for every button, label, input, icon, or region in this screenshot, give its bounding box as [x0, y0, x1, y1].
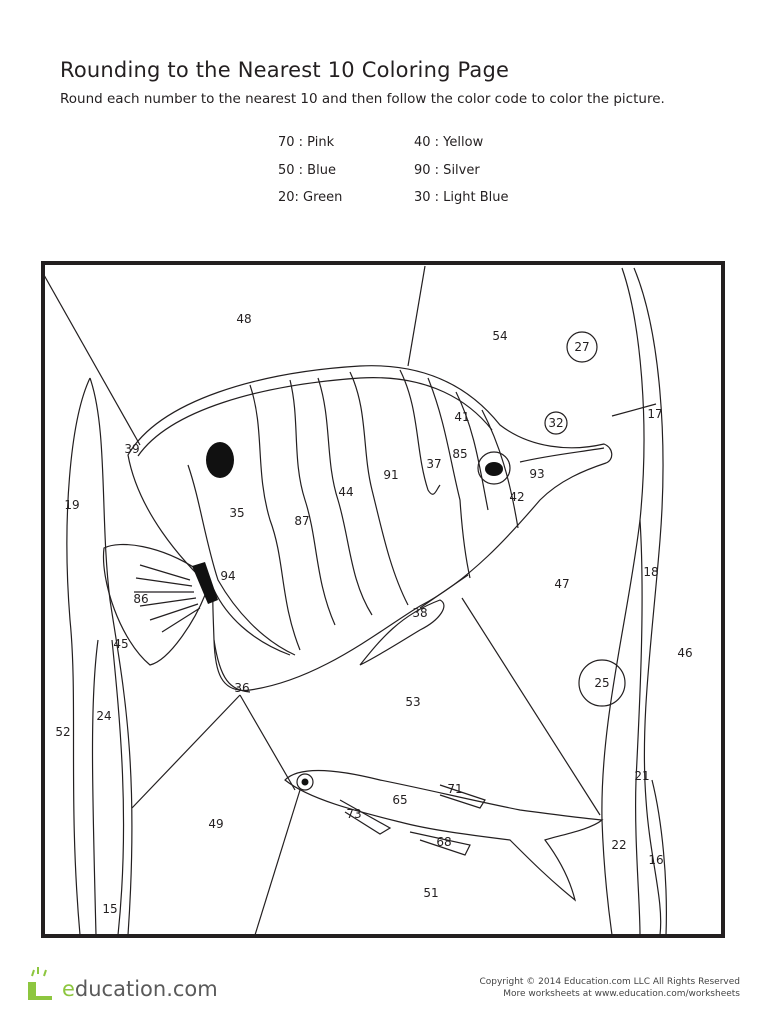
region-number: 17 — [647, 407, 663, 421]
region-number: 37 — [426, 457, 442, 471]
region-number: 68 — [436, 835, 452, 849]
region-number: 21 — [634, 769, 650, 783]
bg-line — [240, 695, 295, 790]
logo-book-icon — [22, 962, 62, 1008]
region-number: 19 — [64, 498, 80, 512]
more-worksheets-text: More worksheets at www.education.com/worksheets — [503, 989, 740, 999]
big-fish-pupil — [485, 462, 503, 476]
footer-copyright — [479, 976, 740, 1000]
region-number: 53 — [405, 695, 421, 709]
bg-line — [44, 275, 140, 445]
legend-yellow: 40 : Yellow — [414, 135, 484, 150]
legend-light-blue: 30 : Light Blue — [414, 190, 509, 205]
fish-gill — [214, 590, 290, 655]
region-numbers — [55, 312, 692, 916]
region-number: 54 — [492, 329, 508, 343]
region-number: 73 — [346, 807, 362, 821]
bg-line — [408, 266, 425, 366]
region-number: 49 — [208, 817, 224, 831]
bg-line — [132, 695, 240, 808]
region-number: 36 — [234, 681, 250, 695]
big-fish-body — [128, 366, 612, 691]
region-number: 86 — [133, 592, 149, 606]
big-fish-eye — [206, 442, 234, 478]
fish-stripe — [290, 380, 335, 625]
region-number: 27 — [574, 340, 590, 354]
legend-pink: 70 : Pink — [278, 135, 335, 150]
region-number: 41 — [454, 410, 470, 424]
seaweed-left — [112, 640, 124, 935]
legend-silver: 90 : Silver — [414, 163, 480, 178]
region-number: 85 — [452, 447, 468, 461]
legend-green: 20: Green — [278, 190, 343, 205]
bg-line — [255, 790, 300, 935]
fish-stripe — [400, 370, 440, 494]
copyright-text: Copyright © 2014 Education.com LLC All Rights Reserved — [479, 977, 740, 987]
region-number: 15 — [102, 902, 118, 916]
legend-blue: 50 : Blue — [278, 163, 336, 178]
seaweed-right — [634, 268, 663, 935]
fish-snout — [520, 448, 604, 462]
region-number: 51 — [423, 886, 439, 900]
instructions: Round each number to the nearest 10 and then follow the color code to color the picture. — [60, 91, 665, 107]
fish-stripe — [250, 385, 300, 650]
region-number: 25 — [594, 676, 610, 690]
seaweed-left — [67, 378, 90, 935]
region-number: 35 — [229, 506, 245, 520]
region-number: 42 — [509, 490, 525, 504]
region-number: 71 — [447, 782, 463, 796]
region-number: 22 — [611, 838, 627, 852]
region-number: 24 — [96, 709, 112, 723]
seaweed-right — [602, 268, 644, 935]
region-number: 46 — [677, 646, 693, 660]
region-number: 94 — [220, 569, 236, 583]
seaweed-left — [93, 640, 99, 935]
region-number: 38 — [412, 606, 428, 620]
region-number: 45 — [113, 637, 129, 651]
region-number: 91 — [383, 468, 399, 482]
region-number: 47 — [554, 577, 570, 591]
small-fish-eye — [302, 779, 309, 786]
region-number: 87 — [294, 514, 310, 528]
page-title: Rounding to the Nearest 10 Coloring Page — [60, 58, 510, 82]
bg-line — [462, 598, 600, 815]
region-number: 65 — [392, 793, 408, 807]
region-number: 16 — [648, 853, 664, 867]
region-number: 44 — [338, 485, 354, 499]
region-number: 39 — [124, 442, 140, 456]
region-number: 32 — [548, 416, 564, 430]
region-number: 18 — [643, 565, 659, 579]
region-number: 48 — [236, 312, 252, 326]
region-number: 52 — [55, 725, 71, 739]
fish-fin — [360, 600, 444, 665]
logo-text: education.com — [62, 977, 218, 1001]
region-number: 93 — [529, 467, 545, 481]
education-logo — [22, 962, 222, 1008]
fish-stripe — [350, 372, 408, 605]
seaweed-right — [636, 520, 643, 935]
big-fish-inner — [138, 378, 492, 456]
